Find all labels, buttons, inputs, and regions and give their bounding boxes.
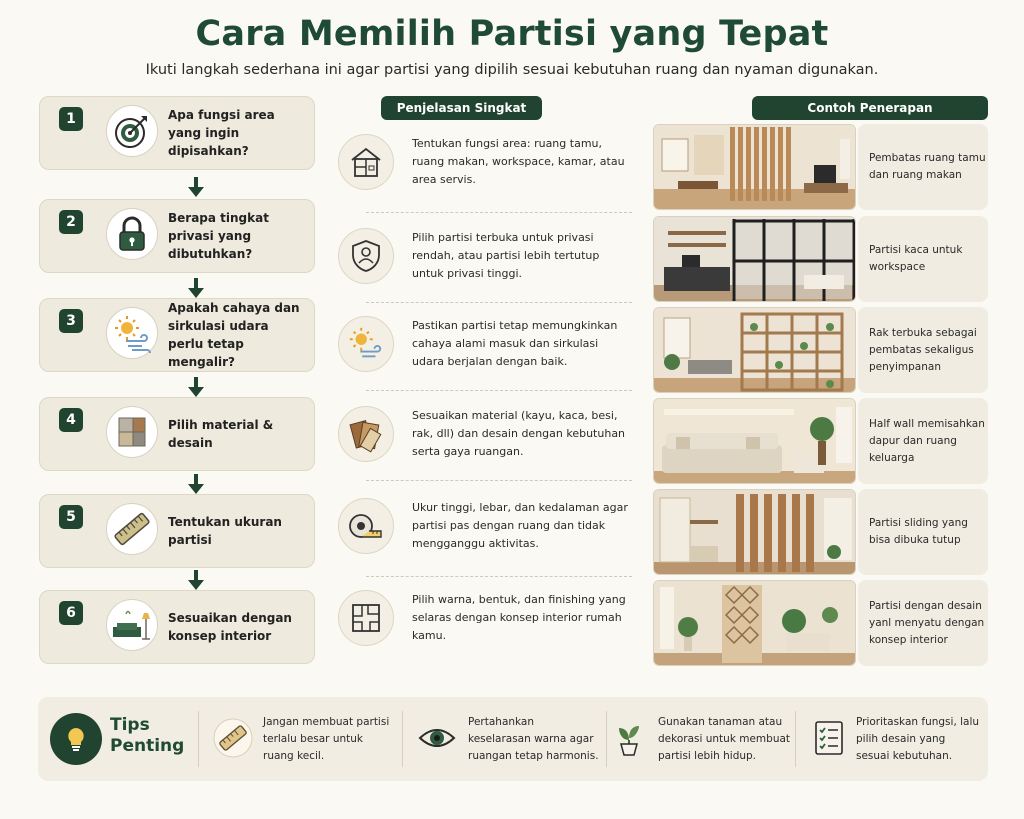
page-subtitle: Ikuti langkah sederhana ini agar partisi yang dipilih sesuai kebutuhan ruang dan nyaman digunakan.	[145, 62, 879, 78]
tip-text: Pertahankan keselarasan warna agar ruangan tetap harmonis.	[468, 715, 599, 762]
example-caption: Half wall memisahkan dapur dan ruang keluarga	[858, 398, 988, 484]
plant-icon	[604, 713, 654, 763]
arrow-down-icon	[188, 177, 204, 197]
arrow-down-icon	[188, 570, 204, 590]
tip-text: Gunakan tanaman atau dekorasi untuk membuat partisi lebih hidup.	[658, 715, 791, 762]
example-caption: Partisi dengan desain yanl menyatu dengan konsep interior	[858, 580, 988, 666]
step-number: 5	[59, 505, 83, 529]
explanation-item-5	[336, 486, 632, 566]
arrow-down-icon	[188, 278, 204, 298]
step-card-4	[39, 397, 315, 471]
step-label: Berapa tingkat privasi yang dibutuhkan?	[168, 211, 269, 261]
explanation-text: Pastikan partisi tetap memungkinkan cahaya alami masuk dan sirkulasi udara berjalan dengan baik.	[412, 319, 618, 368]
example-photo-open-shelf	[653, 307, 856, 393]
step-label: Apa fungsi area yang ingin dipisahkan?	[168, 108, 275, 158]
sofa-lamp-icon	[106, 599, 158, 651]
explanation-item-6	[336, 578, 632, 658]
example-photo-glass-workspace	[653, 216, 856, 302]
step-card-1	[39, 96, 315, 170]
tips-title-line: Tips	[110, 715, 150, 735]
arrow-down-icon	[188, 474, 204, 494]
explanation-text: Ukur tinggi, lebar, dan kedalaman agar partisi pas dengan ruang dan tidak mengganggu aktivitas.	[412, 501, 628, 550]
explanation-header: Penjelasan Singkat	[381, 96, 542, 120]
step-card-6	[39, 590, 315, 664]
wood-samples-icon	[338, 406, 394, 462]
step-label: Sesuaikan dengan konsep interior	[168, 611, 292, 643]
tip-separator	[402, 711, 403, 767]
tips-panel	[38, 697, 988, 781]
tip-separator	[795, 711, 796, 767]
step-number: 6	[59, 601, 83, 625]
floor-plan-icon	[338, 590, 394, 646]
example-caption: Rak terbuka sebagai pembatas sekaligus penyimpanan	[858, 307, 988, 393]
sun-wind-icon	[106, 307, 158, 359]
tips-title	[110, 715, 184, 757]
step-card-5	[39, 494, 315, 568]
lightbulb-icon	[50, 713, 102, 765]
ruler-icon	[208, 713, 258, 763]
tape-measure-icon	[338, 498, 394, 554]
example-photo-half-wall	[653, 398, 856, 484]
checklist-icon	[803, 713, 853, 763]
step-number: 3	[59, 309, 83, 333]
explanation-item-2	[336, 216, 632, 296]
divider	[366, 576, 632, 577]
step-label: Tentukan ukuran partisi	[168, 515, 282, 547]
tip-text: Jangan membuat partisi terlalu besar untuk ruang kecil.	[263, 715, 390, 762]
explanation-text: Pilih partisi terbuka untuk privasi rendah, atau partisi lebih tertutup untuk privasi tinggi.	[412, 231, 600, 280]
tip-separator	[198, 711, 199, 767]
material-swatch-icon	[106, 406, 158, 458]
step-number: 1	[59, 107, 83, 131]
step-card-3	[39, 298, 315, 372]
step-label: Pilih material & desain	[168, 418, 274, 450]
example-caption: Pembatas ruang tamu dan ruang makan	[858, 124, 988, 210]
example-photo-sliding	[653, 489, 856, 575]
step-card-2	[39, 199, 315, 273]
arrow-down-icon	[188, 377, 204, 397]
example-caption: Partisi sliding yang bisa dibuka tutup	[858, 489, 988, 575]
tips-title-line: Penting	[110, 736, 185, 756]
explanation-text: Sesuaikan material (kayu, kaca, besi, rak, dll) dan desain dengan kebutuhan serta gaya ruangan.	[412, 409, 626, 458]
example-photo-living-dining	[653, 124, 856, 210]
divider	[366, 480, 632, 481]
explanation-text: Tentukan fungsi area: ruang tamu, ruang makan, workspace, kamar, atau area servis.	[412, 137, 625, 186]
eye-icon	[412, 713, 462, 763]
house-plan-icon	[338, 134, 394, 190]
step-number: 4	[59, 408, 83, 432]
target-icon	[106, 105, 158, 157]
divider	[366, 302, 632, 303]
examples-header: Contoh Penerapan	[752, 96, 988, 120]
explanation-text: Pilih warna, bentuk, dan finishing yang selaras dengan konsep interior rumah kamu.	[412, 593, 626, 642]
explanation-item-3	[336, 304, 632, 384]
sun-wind-icon	[338, 316, 394, 372]
example-caption: Partisi kaca untuk workspace	[858, 216, 988, 302]
step-number: 2	[59, 210, 83, 234]
divider	[366, 390, 632, 391]
explanation-item-4	[336, 394, 632, 474]
step-label: Apakah cahaya dan sirkulasi udara perlu tetap mengalir?	[168, 301, 300, 369]
explanation-item-1	[336, 122, 632, 202]
shield-person-icon	[338, 228, 394, 284]
ruler-icon	[106, 503, 158, 555]
page-title: Cara Memilih Partisi yang Tepat	[195, 14, 829, 54]
tip-text: Prioritaskan fungsi, lalu pilih desain yang sesuai kebutuhan.	[856, 715, 980, 762]
example-photo-integrated-design	[653, 580, 856, 666]
lock-icon	[106, 208, 158, 260]
divider	[366, 212, 632, 213]
